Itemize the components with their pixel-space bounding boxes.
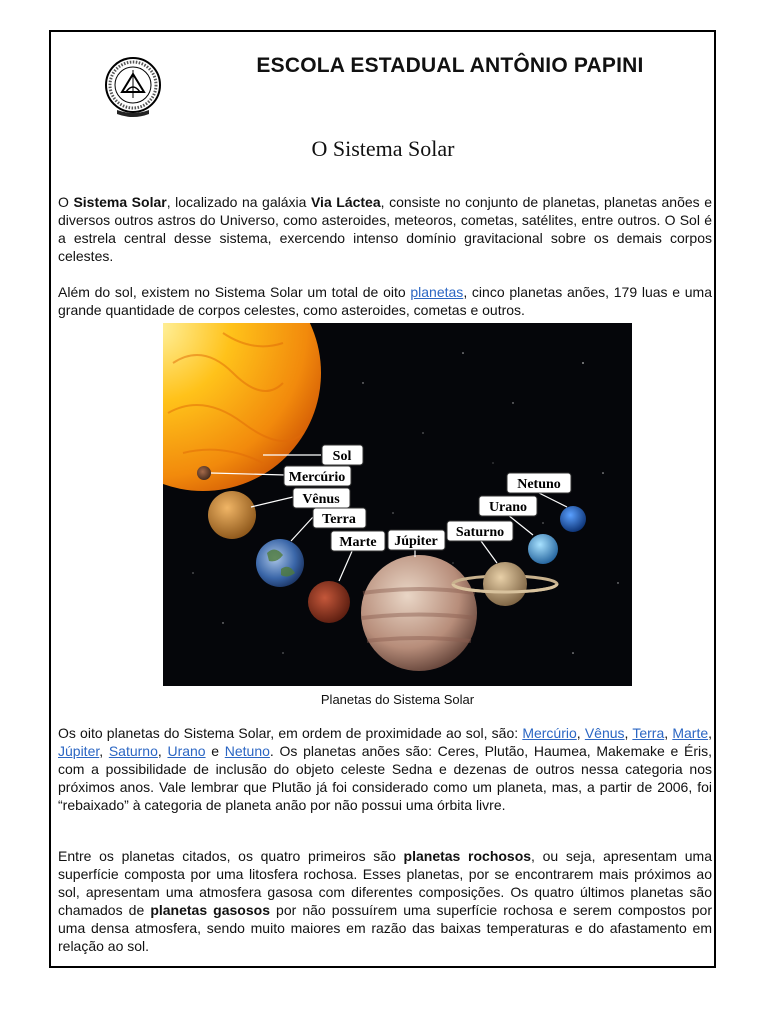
link-jupiter[interactable]: Júpiter [58, 743, 100, 759]
link-terra[interactable]: Terra [632, 725, 665, 741]
label-venus: Vênus [302, 492, 340, 507]
label-saturno: Saturno [455, 525, 505, 540]
link-planetas[interactable]: planetas [410, 284, 464, 300]
figure-caption: Planetas do Sistema Solar [320, 692, 475, 707]
term-planetas-gasosos: planetas gasosos [150, 902, 270, 918]
term-via-lactea: Via Láctea [310, 194, 381, 210]
term-planetas-rochosos: planetas rochosos [403, 848, 532, 864]
label-netuno: Netuno [517, 477, 561, 492]
link-venus[interactable]: Vênus [584, 725, 625, 741]
link-netuno[interactable]: Netuno [224, 743, 270, 759]
label-sol: Sol [332, 449, 352, 464]
page-title: O Sistema Solar [311, 136, 455, 161]
label-mercurio: Mercúrio [288, 470, 346, 485]
label-marte: Marte [339, 535, 377, 550]
solar-system-image [163, 323, 632, 686]
planet-types-paragraph: Entre os planetas citados, os quatro primeiros são planetas rochosos, ou seja, apresentam uma superfície composta por uma litosfera rochosa. Esses planetas, por se encontrarem mais próximos ao sol, apresentam uma atmosfera gasosa com diferentes composições. Os quatro últimos planetas são chamados de planetas gasosos por não possuírem uma superfície rochosa e serem compostos por uma densa atmosfera, sendo muito maiores em razão das baixas temperaturas e do afastamento em relação ao sol. [58, 848, 712, 954]
school-logo [102, 52, 164, 122]
label-terra: Terra [322, 512, 356, 527]
term-sistema-solar: Sistema Solar [73, 194, 167, 210]
link-saturno[interactable]: Saturno [108, 743, 158, 759]
link-marte[interactable]: Marte [672, 725, 709, 741]
link-mercurio[interactable]: Mercúrio [522, 725, 577, 741]
intro-paragraph: O Sistema Solar, localizado na galáxia Via Láctea, consiste no conjunto de planetas, planetas anões e diversos outros astros do Universo, como asteroides, meteoros, cometas, satélites, entre outros. O Sol é a estrela central desse sistema, exercendo intenso domínio gravitacional sobre os demais corpos celestes. [58, 194, 712, 264]
label-jupiter: Júpiter [394, 534, 438, 549]
link-urano[interactable]: Urano [167, 743, 206, 759]
label-urano: Urano [488, 500, 528, 515]
planets-count-paragraph: Além do sol, existem no Sistema Solar um total de oito planetas, cinco planetas anões, 179 luas e uma grande quantidade de corpos celestes, como asteroides, cometas e outros. [58, 284, 712, 318]
planets-order-paragraph: Os oito planetas do Sistema Solar, em ordem de proximidade ao sol, são: Mercúrio, Vênus, Terra, Marte, Júpiter, Saturno, Urano e Netuno. Os planetas anões são: Ceres, Plutão, Haumea, Makemake e Éris, com a possibilidade de inclusão do objeto celeste Sedna e dezenas de outros nessa categoria nos próximos anos. Vale lembrar que Plutão já foi considerado como um planeta, mas, a partir de 2006, foi “rebaixado” à categoria de planeta anão por não possui uma órbita livre. [58, 725, 713, 813]
school-name: ESCOLA ESTADUAL ANTÔNIO PAPINI [256, 54, 644, 77]
